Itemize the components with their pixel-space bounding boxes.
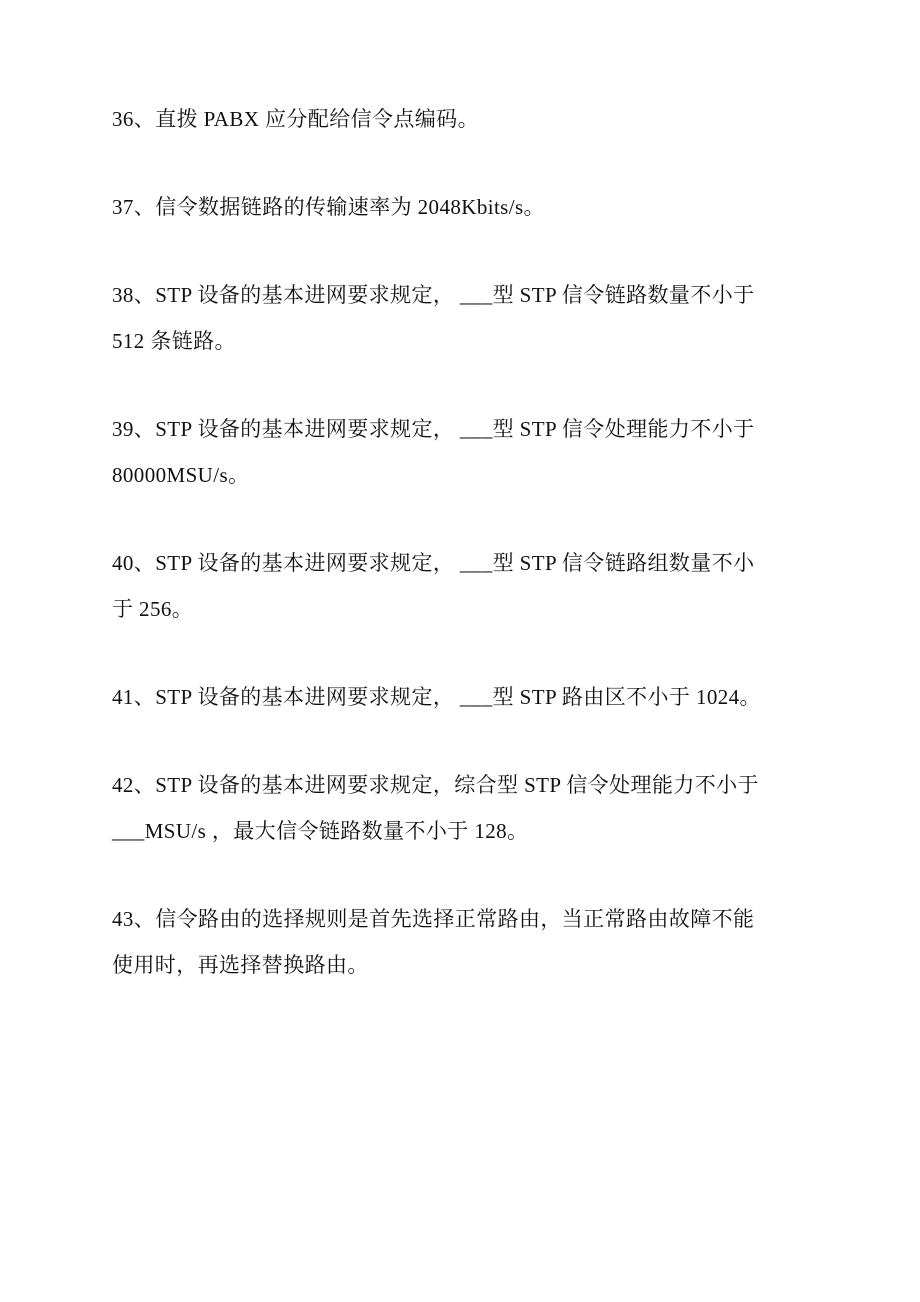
document-body [112,96,770,988]
paragraph-item-42: 42、STP 设备的基本进网要求规定，综合型 STP 信令处理能力不小于 ___MSU/s ，最大信令链路数量不小于 128。 [112,773,759,843]
paragraph-item-41: 41、STP 设备的基本进网要求规定， ___型 STP 路由区不小于 1024。 [112,685,761,709]
paragraph-item-40: 40、STP 设备的基本进网要求规定， ___型 STP 信令链路组数量不小于 256。 [112,551,755,621]
paragraph-item-36: 36、直拨 PABX 应分配给信令点编码。 [112,107,479,131]
paragraph-item-37: 37、信令数据链路的传输速率为 2048Kbits/s。 [112,195,545,219]
paragraph-item-39: 39、STP 设备的基本进网要求规定， ___型 STP 信令处理能力不小于 80000MSU/s。 [112,417,755,487]
paragraph-item-38: 38、STP 设备的基本进网要求规定， ___型 STP 信令链路数量不小于 512 条链路。 [112,283,755,353]
paragraph-item-43: 43、信令路由的选择规则是首先选择正常路由，当正常路由故障不能使用时，再选择替换路由。 [112,907,755,977]
